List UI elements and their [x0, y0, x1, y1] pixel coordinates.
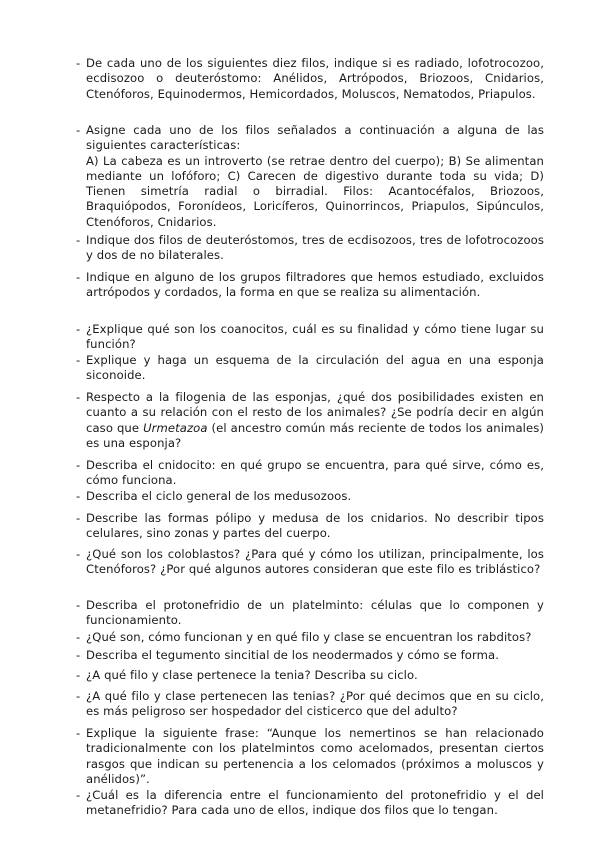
bullet-dash: -	[76, 648, 81, 662]
question-text: De cada uno de los siguientes diez filos, indique si es radiado, lofotrocozoo, ecdisozoo o deuteróstomo: Anélidos, Artrópodos, Briozoos, Cnidarios, Ctenóforos, Equinodermos, Hemicordados, Moluscos, Nematodos, Priapulos.	[86, 56, 544, 101]
question-text: ¿Explique qué son los coanocitos, cuál es su finalidad y cómo tiene lugar su función?	[86, 322, 544, 352]
question-text	[76, 390, 544, 451]
question-text: ¿Qué son, cómo funcionan y en qué filo y clase se encuentran los rabditos?	[86, 630, 532, 644]
question-text: Describa el ciclo general de los medusozoos.	[86, 489, 352, 503]
question-text: Describe las formas pólipo y medusa de los cnidarios. No describir tipos celulares, sino zonas y partes del cuerpo.	[86, 511, 544, 541]
question-4	[76, 270, 544, 301]
bullet-dash: -	[76, 322, 81, 336]
bullet-dash: -	[76, 353, 81, 367]
question-7	[76, 390, 544, 451]
question-16	[76, 689, 544, 720]
question-text: Indique dos filos de deuteróstomos, tres de ecdisozoos, tres de lofotrocozoos y dos de no bilaterales.	[86, 233, 544, 263]
question-text: Describa el cnidocito: en qué grupo se encuentra, para qué sirve, cómo es, cómo funciona.	[86, 458, 544, 488]
bullet-dash: -	[76, 270, 81, 284]
bullet-dash: -	[76, 630, 81, 644]
question-1	[76, 56, 544, 102]
bullet-dash: -	[76, 458, 81, 472]
question-9	[76, 489, 544, 504]
bullet-dash: -	[76, 547, 81, 561]
question-text: Indique en alguno de los grupos filtradores que hemos estudiado, excluidos artrópodos y cordados, la forma en que se realiza su alimentación.	[86, 270, 544, 300]
question-11	[76, 547, 544, 578]
bullet-dash: -	[76, 489, 81, 503]
question-14	[76, 648, 544, 663]
question-text: Explique y haga un esquema de la circulación del agua en una esponja siconoide.	[86, 353, 544, 383]
question-6	[76, 353, 544, 384]
question-text: Explique la siguiente frase: “Aunque los nemertinos se han relacionado tradicionalmente con los platelmintos como acelomados, presentan ciertos rasgos que indican su pertenencia a los celomados (próximos a moluscos y anélidos)”.	[86, 726, 544, 786]
question-18	[76, 788, 544, 819]
question-10	[76, 511, 544, 542]
question-13	[76, 630, 544, 645]
question-text: ¿Cuál es la diferencia entre el funcionamiento del protonefridio y el del metanefridio? Para cada uno de ellos, indique dos filos que lo tengan.	[86, 788, 544, 818]
question-text-start: Respecto a la filogenia de las esponjas, ¿qué dos posibilidades existen en cuanto a su relación con el resto de los animales? ¿Se podría decir en algún caso que	[86, 390, 544, 435]
question-5	[76, 322, 544, 353]
question-text: Describa el tegumento sincitial de los neodermados y cómo se forma.	[86, 648, 500, 662]
bullet-dash: -	[76, 511, 81, 525]
bullet-dash: -	[76, 233, 81, 247]
question-15	[76, 668, 544, 683]
question-text: ¿Qué son los coloblastos? ¿Para qué y cómo los utilizan, principalmente, los Ctenóforos? ¿Por qué algunos autores consideran que este filo es triblástico?	[86, 547, 544, 577]
bullet-dash: -	[76, 689, 81, 703]
question-12	[76, 598, 544, 629]
question-8	[76, 458, 544, 489]
bullet-dash: -	[76, 56, 81, 70]
bullet-dash: -	[76, 390, 81, 404]
question-text: Asigne cada uno de los filos señalados a continuación a alguna de las siguientes características:	[86, 123, 544, 153]
bullet-dash: -	[76, 788, 81, 802]
question-subtext: A) La cabeza es un introverto (se retrae dentro del cuerpo); B) Se alimentan mediante un lofóforo; C) Carecen de digestivo durante toda su vida; D) Tienen simetría radial o birradial. Filos: Acantocéfalos, Briozoos, Braquiópodos, Foronídeos, Loricíferos, Quinorrincos, Priapulos, Sipúnculos, Ctenóforos, Cnidarios.	[86, 153, 544, 229]
bullet-dash: -	[76, 123, 81, 137]
question-2	[76, 123, 544, 230]
bullet-dash: -	[76, 668, 81, 682]
question-text: ¿A qué filo y clase pertenece la tenia? Describa su ciclo.	[86, 668, 418, 682]
bullet-dash: -	[76, 726, 81, 740]
question-17	[76, 726, 544, 787]
question-text: ¿A qué filo y clase pertenecen las tenias? ¿Por qué decimos que en su ciclo, es más peligroso ser hospedador del cisticerco que del adulto?	[86, 689, 544, 719]
question-text: Describa el protonefridio de un platelminto: células que lo componen y funcionamiento.	[86, 598, 544, 628]
question-3	[76, 233, 544, 264]
bullet-dash: -	[76, 598, 81, 612]
italic-term: Urmetazoa	[143, 420, 208, 435]
question-text-end: (el ancestro común más reciente de todos los animales) es una esponja?	[86, 420, 544, 450]
